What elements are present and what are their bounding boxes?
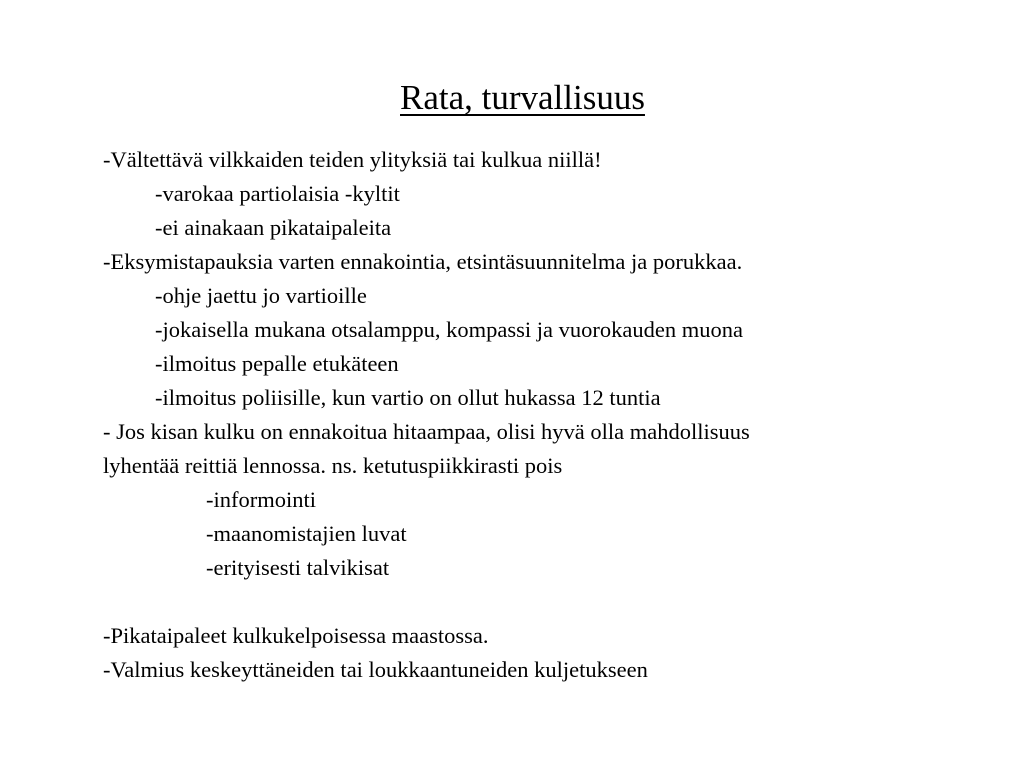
bullet-line: -Pikataipaleet kulkukelpoisessa maastossa. xyxy=(103,623,489,648)
bullet-line: - Jos kisan kulku on ennakoitua hitaampaa, olisi hyvä olla mahdollisuus xyxy=(103,419,750,444)
sub-bullet-line: -ei ainakaan pikataipaleita xyxy=(155,215,392,240)
slide-body xyxy=(103,143,983,687)
sub-sub-bullet-line: -erityisesti talvikisat xyxy=(206,555,390,580)
sub-bullet-line: -ilmoitus poliisille, kun vartio on ollut hukassa 12 tuntia xyxy=(155,385,661,410)
sub-sub-bullet-line: -informointi xyxy=(206,487,316,512)
sub-sub-bullet-line: -maanomistajien luvat xyxy=(206,521,407,546)
spacer xyxy=(103,585,983,619)
sub-bullet-line: -ohje jaettu jo vartioille xyxy=(155,283,367,308)
bullet-line: -Vältettävä vilkkaiden teiden ylityksiä tai kulkua niillä! xyxy=(103,147,602,172)
bullet-line: -Eksymistapauksia varten ennakointia, etsintäsuunnitelma ja porukkaa. xyxy=(103,249,743,274)
bullet-line: -Valmius keskeyttäneiden tai loukkaantuneiden kuljetukseen xyxy=(103,657,648,682)
sub-bullet-line: -ilmoitus pepalle etukäteen xyxy=(155,351,399,376)
bullet-continuation-line: lyhentää reittiä lennossa. ns. ketutuspiikkirasti pois xyxy=(103,453,563,478)
sub-bullet-line: -jokaisella mukana otsalamppu, kompassi ja vuorokauden muona xyxy=(155,317,743,342)
sub-bullet-line: -varokaa partiolaisia -kyltit xyxy=(155,181,400,206)
slide-title: Rata, turvallisuus xyxy=(400,78,645,117)
